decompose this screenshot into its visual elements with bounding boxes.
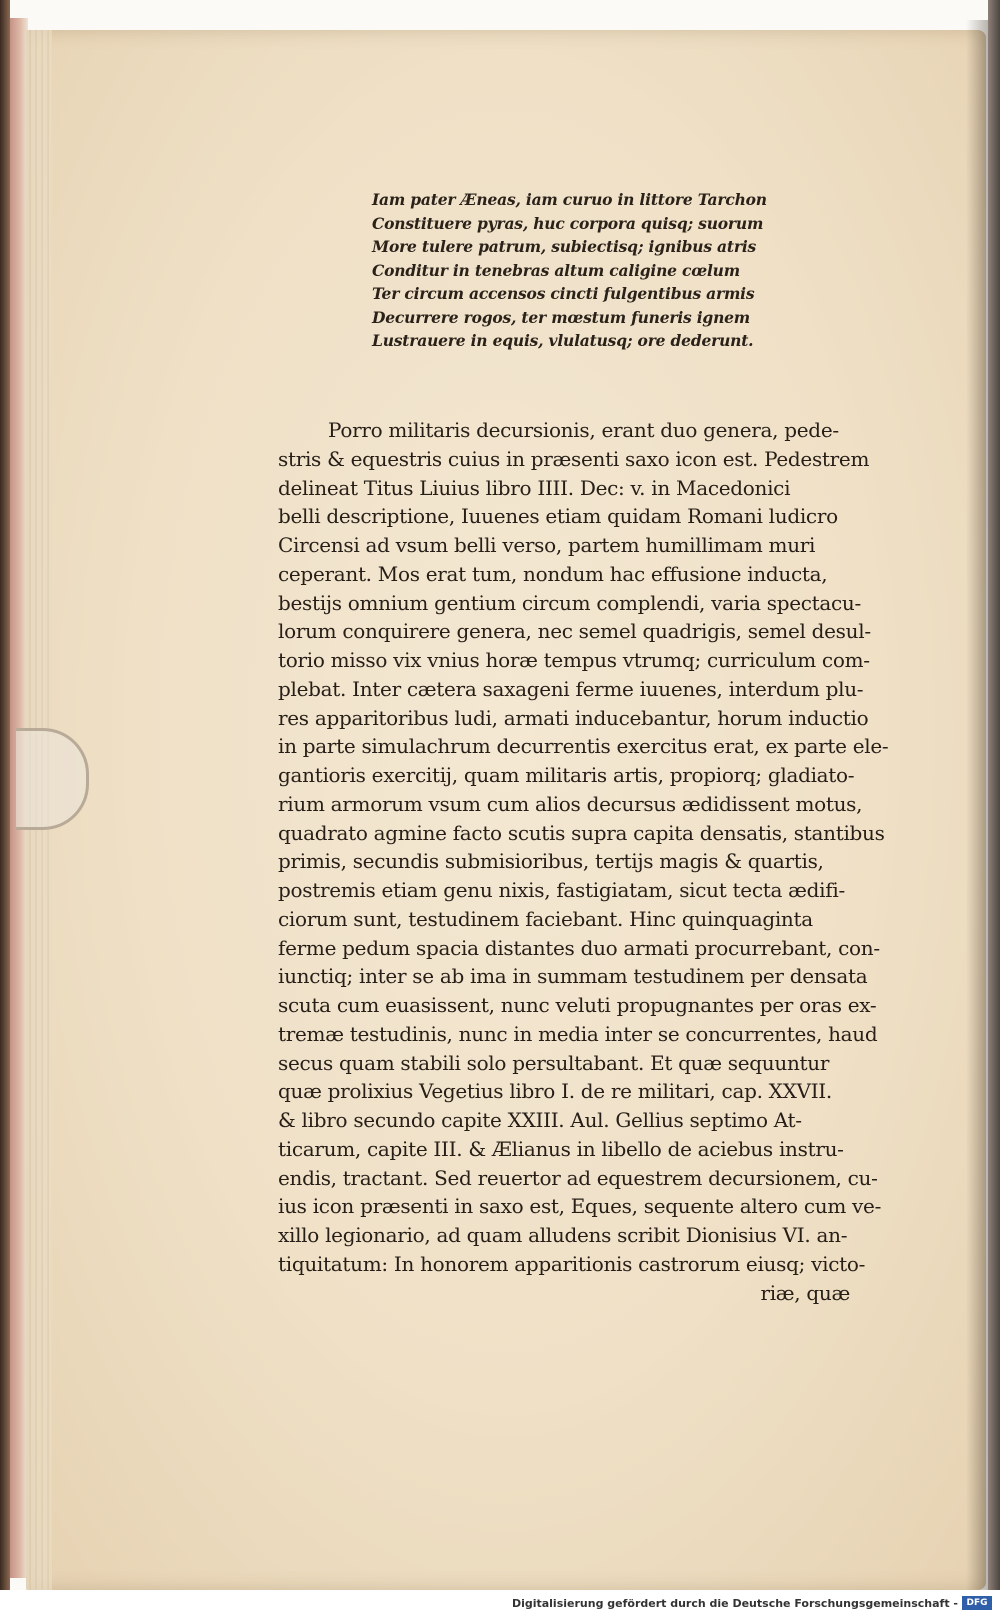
- prose-line: ceperant. Mos erat tum, nondum hac effusione inducta,: [278, 561, 828, 586]
- verse-line: Ter circum accensos cincti fulgentibus armis: [372, 284, 755, 303]
- prose-line: tiquitatum: In honorem apparitionis castrorum eiusq; victo-: [278, 1251, 866, 1276]
- book-cover-right: [988, 0, 1000, 1590]
- prose-line: stris & equestris cuius in præsenti saxo icon est. Pedestrem: [278, 446, 870, 471]
- prose-line: rium armorum vsum cum alios decursus ædidissent motus,: [278, 791, 863, 816]
- prose-line: postremis etiam genu nixis, fastigiatam, sicut tecta ædifi-: [278, 878, 845, 902]
- prose-line: ferme pedum spacia distantes duo armati procurrebant, con-: [278, 935, 880, 960]
- verse-line: Constituere pyras, huc corpora quisq; suorum: [372, 213, 764, 233]
- prose-line: belli descriptione, Iuuenes etiam quidam Romani ludicro: [278, 504, 838, 529]
- prose-line: Circensi ad vsum belli verso, partem humillimam muri: [278, 533, 816, 557]
- verse-line: Decurrere rogos, ter mœstum funeris ignem: [372, 307, 750, 327]
- catchword: riæ, quæ: [760, 1280, 850, 1305]
- prose-line: xillo legionario, ad quam alludens scribit Dionisius VI. an-: [278, 1223, 848, 1247]
- prose-line: res apparitoribus ludi, armati inducebantur, horum inductio: [278, 705, 869, 730]
- prose-line: quadrato agmine facto scutis supra capita densatis, stantibus: [278, 820, 885, 845]
- page-shadow: [966, 20, 988, 1590]
- prose-line: tremæ testudinis, nunc in media inter se concurrentes, haud: [278, 1021, 878, 1046]
- prose-block: [278, 416, 889, 1307]
- prose-line: scuta cum euasissent, nunc veluti propugnantes per oras ex-: [278, 993, 877, 1017]
- prose-line: gantioris exercitij, quam militaris artis, propiorq; gladiato-: [278, 763, 855, 787]
- prose-line: Porro militaris decursionis, erant duo genera, pede-: [328, 418, 839, 442]
- verse-line: More tulere patrum, subiectisq; ignibus atris: [372, 237, 757, 256]
- prose-line: quæ prolixius Vegetius libro I. de re militari, cap. XXVII.: [278, 1079, 832, 1104]
- prose-line: iunctiq; inter se ab ima in summam testudinem per densata: [278, 964, 868, 989]
- prose-line: torio misso vix vnius horæ tempus vtrumq; curriculum com-: [278, 648, 870, 672]
- verse-line: Lustrauere in equis, vlulatusq; ore dederunt.: [372, 331, 754, 350]
- dfg-logo: DFG: [962, 1596, 992, 1610]
- prose-line: plebat. Inter cætera saxageni ferme iuuenes, interdum plu-: [278, 676, 864, 701]
- prose-line: primis, secundis submisioribus, tertijs magis & quartis,: [278, 849, 824, 874]
- prose-line: endis, tractant. Sed reuertor ad equestrem decursionem, cu-: [278, 1165, 878, 1190]
- prose-line: lorum conquirere genera, nec semel quadrigis, semel desul-: [278, 619, 871, 644]
- prose-line: in parte simulachrum decurrentis exercitus erat, ex parte ele-: [278, 734, 889, 759]
- digitization-credit: Digitalisierung gefördert durch die Deutsche Forschungsgemeinschaft -: [511, 1597, 958, 1610]
- prose-line: secus quam stabili solo persultabant. Et quæ sequuntur: [278, 1050, 830, 1075]
- verse-block: [372, 188, 767, 353]
- verse-line: Iam pater Æneas, iam curuo in littore Tarchon: [372, 190, 767, 209]
- prose-line: delineat Titus Liuius libro IIII. Dec: v. in Macedonici: [278, 475, 791, 500]
- prose-line: bestijs omnium gentium circum complendi, varia spectacu-: [278, 590, 861, 615]
- prose-line: & libro secundo capite XXIII. Aul. Gellius septimo At-: [278, 1108, 802, 1132]
- prose-line: ius icon præsenti in saxo est, Eques, sequente altero cum ve-: [278, 1194, 882, 1219]
- prose-line: ciorum sunt, testudinem faciebant. Hinc quinquaginta: [278, 906, 813, 931]
- prose-line: ticarum, capite III. & Ælianus in libello de aciebus instru-: [278, 1136, 844, 1161]
- verse-line: Conditur in tenebras altum caligine cœlum: [372, 260, 740, 280]
- book-spine-edge: [0, 0, 10, 1620]
